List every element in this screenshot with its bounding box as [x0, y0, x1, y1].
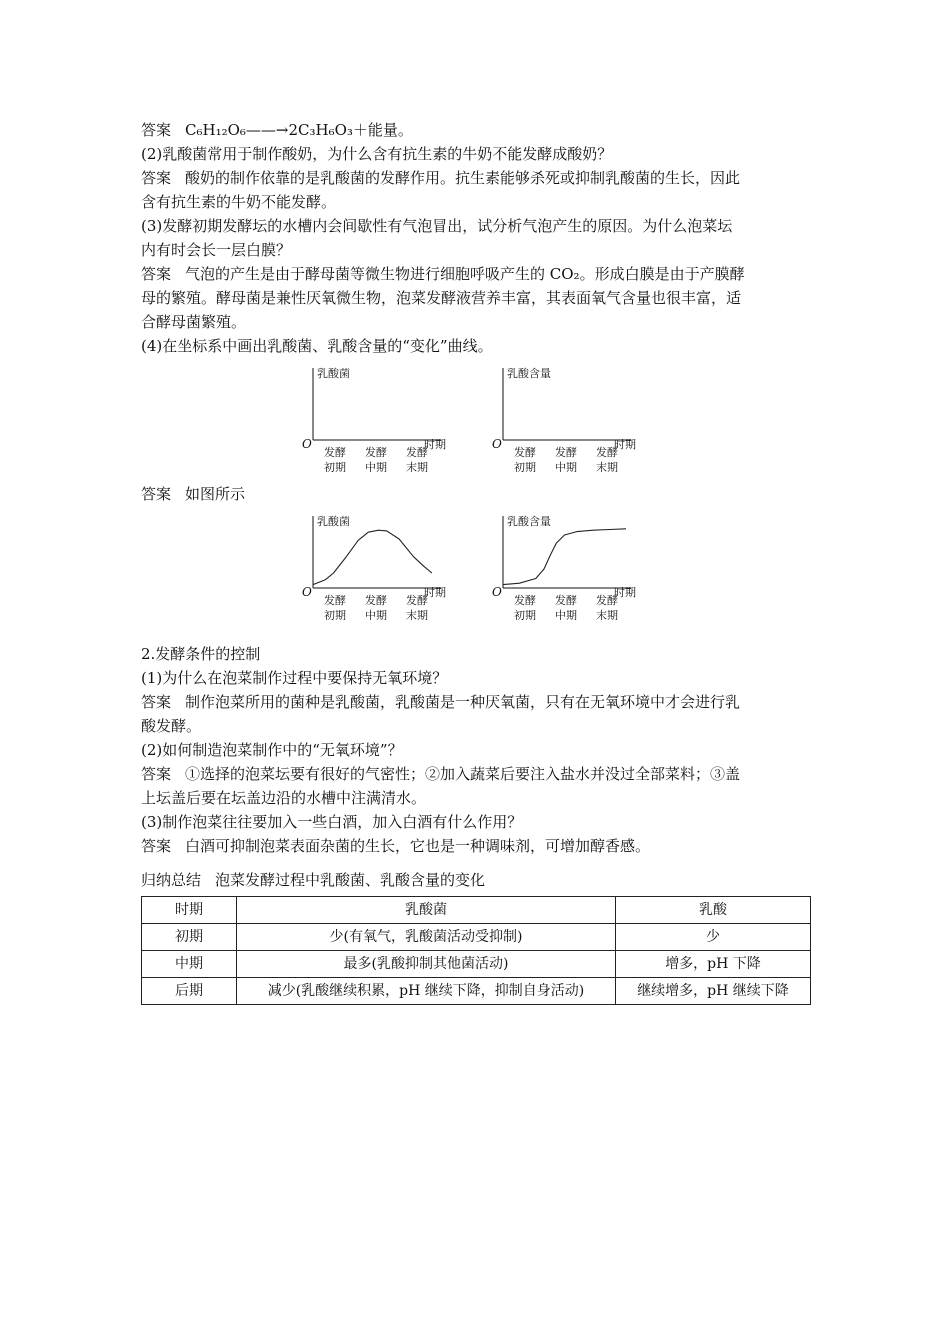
- answer-label: 答案: [141, 837, 172, 855]
- text-line: [141, 190, 811, 214]
- text-line: [141, 762, 811, 786]
- question-section-2: [141, 642, 811, 858]
- line-text: (2)如何制造泡菜制作中的“无氧环境”？: [141, 741, 403, 759]
- x-tick-label: 发酵: [324, 594, 346, 607]
- line-text: 制作泡菜所用的菌种是乳酸菌，乳酸菌是一种厌氧菌，只有在无氧环境中才会进行乳: [185, 693, 741, 711]
- x-tick-label: 中期: [555, 609, 577, 620]
- x-tick-label: 发酵: [324, 446, 346, 459]
- series-line: [503, 529, 626, 585]
- x-tick-label: 发酵: [596, 446, 618, 459]
- table-cell: 减少(乳酸继续积累，pH 继续下降，抑制自身活动): [237, 978, 616, 1005]
- origin-label: O: [302, 585, 312, 599]
- text-line: [141, 786, 811, 810]
- table-cell: 继续增多，pH 继续下降: [616, 978, 811, 1005]
- line-text: (4)在坐标系中画出乳酸菌、乳酸含量的“变化”曲线。: [141, 337, 493, 355]
- x-tick-label: 发酵: [365, 594, 387, 607]
- text-line: [141, 166, 811, 190]
- x-tick-label: 发酵: [555, 594, 577, 607]
- text-line: [141, 642, 811, 666]
- x-tick-label: 末期: [406, 461, 428, 472]
- x-axis-label: 时期: [614, 438, 636, 451]
- blank-chart-bacteria: [291, 360, 471, 472]
- answer-label: 答案: [141, 169, 172, 187]
- origin-label: O: [492, 437, 502, 451]
- x-tick-label: 中期: [555, 461, 577, 472]
- text-line: [141, 810, 811, 834]
- x-tick-label: 初期: [324, 609, 346, 620]
- table-header-cell: 乳酸: [616, 897, 811, 924]
- y-axis-label: 乳酸菌: [317, 515, 350, 528]
- table-cell: 初期: [142, 924, 237, 951]
- x-tick-label: 初期: [514, 609, 536, 620]
- x-axis-label: 时期: [614, 586, 636, 599]
- x-tick-label: 发酵: [596, 594, 618, 607]
- summary-title: 泡菜发酵过程中乳酸菌、乳酸含量的变化: [215, 871, 486, 889]
- table-cell: 最多(乳酸抑制其他菌活动): [237, 951, 616, 978]
- line-text: 2.发酵条件的控制: [141, 645, 261, 663]
- line-text: 酸发酵。: [141, 717, 202, 735]
- document-page: [141, 118, 811, 1005]
- chart-svg: [291, 360, 471, 472]
- text-line: [141, 690, 811, 714]
- text-line: [141, 666, 811, 690]
- answer-label: 答案: [141, 693, 172, 711]
- table-header-row: [142, 897, 811, 924]
- answer-chart-acid: [481, 508, 661, 620]
- answer-label: 答案: [141, 265, 172, 283]
- x-tick-label: 末期: [596, 609, 618, 620]
- table-row: [142, 978, 811, 1005]
- x-tick-label: 末期: [406, 609, 428, 620]
- x-tick-label: 发酵: [555, 446, 577, 459]
- x-tick-label: 初期: [324, 461, 346, 472]
- answer-figure-line: [141, 482, 811, 506]
- series-line: [313, 530, 432, 584]
- x-tick-label: 发酵: [365, 446, 387, 459]
- line-text: 酸奶的制作依靠的是乳酸菌的发酵作用。抗生素能够杀死或抑制乳酸菌的生长，因此: [185, 169, 741, 187]
- answer-label: 答案: [141, 765, 172, 783]
- text-line: [141, 714, 811, 738]
- x-tick-label: 发酵: [514, 594, 536, 607]
- answer-label: 答案: [141, 121, 172, 139]
- text-line: [141, 286, 811, 310]
- text-line: [141, 142, 811, 166]
- chart-svg: [291, 508, 471, 620]
- answer-figure-text: 如图所示: [185, 485, 246, 503]
- line-text: (2)乳酸菌常用于制作酸奶，为什么含有抗生素的牛奶不能发酵成酸奶？: [141, 145, 613, 163]
- text-line: [141, 262, 811, 286]
- table-cell: 少: [616, 924, 811, 951]
- line-text: 上坛盖后要在坛盖边沿的水槽中注满清水。: [141, 789, 427, 807]
- x-tick-label: 发酵: [514, 446, 536, 459]
- line-text: (3)发酵初期发酵坛的水槽内会间歇性有气泡冒出，试分析气泡产生的原因。为什么泡菜坛: [141, 217, 733, 235]
- text-line: [141, 310, 811, 334]
- table-header-cell: 时期: [142, 897, 237, 924]
- line-text: 内有时会长一层白膜？: [141, 241, 292, 259]
- line-text: (1)为什么在泡菜制作过程中要保持无氧环境？: [141, 669, 448, 687]
- text-line: [141, 238, 811, 262]
- answer-chart-bacteria: [291, 508, 471, 620]
- text-line: [141, 118, 811, 142]
- answer-charts: [141, 508, 811, 638]
- x-tick-label: 末期: [596, 461, 618, 472]
- text-line: [141, 738, 811, 762]
- y-axis-label: 乳酸菌: [317, 367, 350, 380]
- x-tick-label: 中期: [365, 461, 387, 472]
- y-axis-label: 乳酸含量: [507, 515, 551, 528]
- table-row: [142, 951, 811, 978]
- table-cell: 少(有氧气，乳酸菌活动受抑制): [237, 924, 616, 951]
- line-text: (3)制作泡菜往往要加入一些白酒，加入白酒有什么作用？: [141, 813, 523, 831]
- table-cell: 增多，pH 下降: [616, 951, 811, 978]
- line-text: 含有抗生素的牛奶不能发酵。: [141, 193, 337, 211]
- x-tick-label: 中期: [365, 609, 387, 620]
- table-row: [142, 924, 811, 951]
- x-axis-label: 时期: [424, 586, 446, 599]
- question-section-1: [141, 118, 811, 358]
- x-tick-label: 初期: [514, 461, 536, 472]
- summary-label: 归纳总结: [141, 871, 202, 889]
- summary-heading: [141, 868, 811, 892]
- chart-svg: [481, 360, 661, 472]
- text-line: [141, 834, 811, 858]
- line-text: 气泡的产生是由于酵母菌等微生物进行细胞呼吸产生的 CO₂。形成白膜是由于产膜酵: [185, 265, 745, 283]
- table-cell: 中期: [142, 951, 237, 978]
- blank-chart-acid: [481, 360, 661, 472]
- chart-svg: [481, 508, 661, 620]
- origin-label: O: [302, 437, 312, 451]
- line-text: 合酵母菌繁殖。: [141, 313, 247, 331]
- x-axis-label: 时期: [424, 438, 446, 451]
- table-header-cell: 乳酸菌: [237, 897, 616, 924]
- y-axis-label: 乳酸含量: [507, 367, 551, 380]
- x-tick-label: 发酵: [406, 594, 428, 607]
- line-text: 白酒可抑制泡菜表面杂菌的生长，它也是一种调味剂，可增加醇香感。: [185, 837, 651, 855]
- line-text: C₆H₁₂O₆——→2C₃H₆O₃＋能量。: [185, 121, 413, 139]
- line-text: ①选择的泡菜坛要有很好的气密性；②加入蔬菜后要注入盐水并没过全部菜料；③盖: [185, 765, 741, 783]
- text-line: [141, 214, 811, 238]
- table-cell: 后期: [142, 978, 237, 1005]
- text-line: [141, 334, 811, 358]
- line-text: 母的繁殖。酵母菌是兼性厌氧微生物，泡菜发酵液营养丰富，其表面氧气含量也很丰富，适: [141, 289, 742, 307]
- answer-label: 答案: [141, 485, 172, 503]
- summary-table: [141, 896, 811, 1005]
- x-tick-label: 发酵: [406, 446, 428, 459]
- origin-label: O: [492, 585, 502, 599]
- blank-charts: [141, 360, 811, 478]
